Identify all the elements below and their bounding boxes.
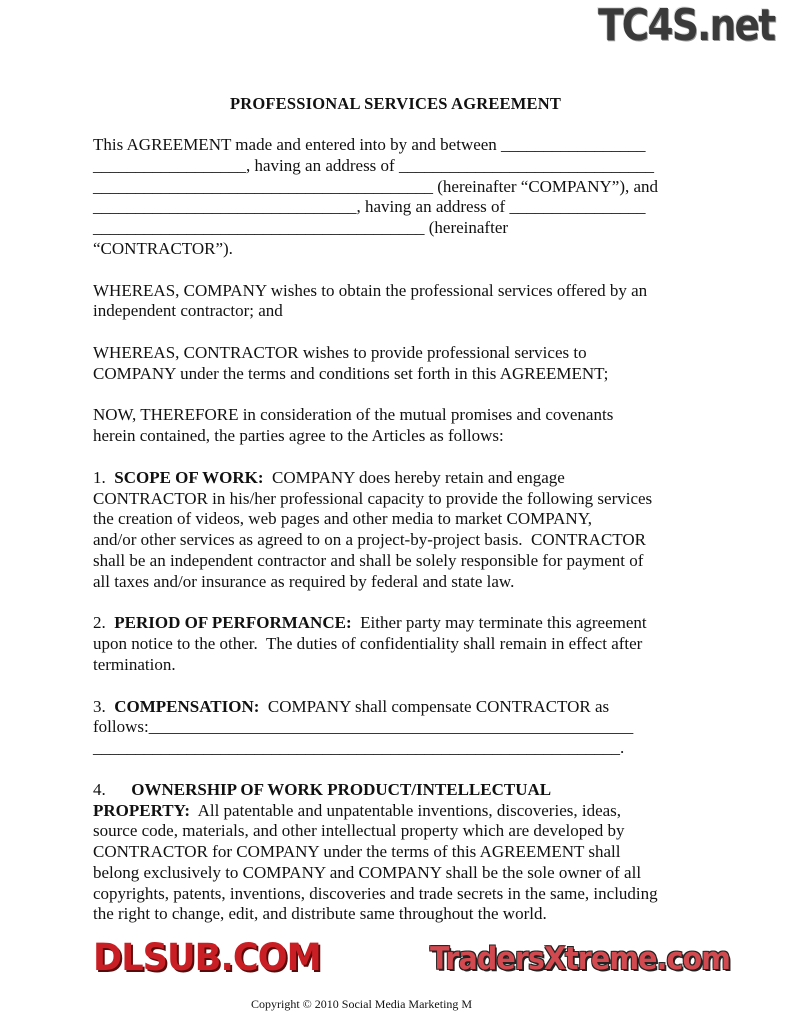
paragraph (93, 613, 713, 675)
line-text: belong exclusively to COMPANY and COMPANY shall be the sole owner of all (93, 862, 642, 882)
paragraph-gap (93, 260, 713, 281)
section-number: 4. (93, 779, 132, 799)
text-line (93, 863, 713, 884)
paragraph-gap (93, 759, 713, 780)
line-text: CONTRACTOR for COMPANY under the terms of this AGREEMENT shall (93, 842, 621, 862)
text-line (93, 135, 713, 156)
paragraph (93, 135, 713, 260)
text-line (93, 884, 713, 905)
bold-heading: PROPERTY: (93, 800, 191, 820)
line-text: the right to change, edit, and distribute same throughout the world. (93, 904, 547, 924)
text-line (93, 717, 713, 738)
line-text: COMPANY does hereby retain and engage (263, 467, 565, 487)
line-text: _______________________________________ (hereinafter (93, 218, 509, 238)
line-text: All patentable and unpatentable inventions, discoveries, ideas, (190, 800, 622, 820)
text-line (93, 343, 713, 364)
text-line (93, 904, 713, 925)
text-line (93, 405, 713, 426)
text-line (93, 218, 713, 239)
line-text: WHEREAS, COMPANY wishes to obtain the professional services offered by an (93, 280, 648, 300)
text-line (93, 301, 713, 322)
paragraph (93, 468, 713, 593)
text-line (93, 489, 713, 510)
section-number: 1. (93, 467, 115, 487)
line-text: independent contractor; and (93, 301, 283, 321)
bold-heading: OWNERSHIP OF WORK PRODUCT/INTELLECTUAL (131, 779, 552, 799)
line-text: source code, materials, and other intellectual property which are developed by (93, 821, 625, 841)
line-text: termination. (93, 654, 176, 674)
text-line (93, 197, 713, 218)
text-line (93, 551, 713, 572)
text-line (93, 364, 713, 385)
section-number: 2. (93, 613, 115, 633)
paragraph-gap (93, 322, 713, 343)
line-text: follows:_________________________________________________________ (93, 717, 634, 737)
text-line (93, 738, 713, 759)
copyright-footer: Copyright © 2010 Social Media Marketing M (251, 997, 473, 1011)
tradersxtreme-watermark-logo: TradersXtreme.com (430, 941, 730, 977)
text-line (93, 239, 713, 260)
line-text: herein contained, the parties agree to the Articles as follows: (93, 426, 504, 446)
line-text: shall be an independent contractor and shall be solely responsible for payment of (93, 550, 644, 570)
text-line (93, 468, 713, 489)
text-line (93, 530, 713, 551)
bold-heading: PERIOD OF PERFORMANCE: (114, 613, 352, 633)
text-line (93, 655, 713, 676)
text-line (93, 697, 713, 718)
text-line (93, 156, 713, 177)
line-text: CONTRACTOR in his/her professional capacity to provide the following services (93, 488, 653, 508)
text-line (93, 613, 713, 634)
line-text: ______________________________________________________________. (93, 738, 625, 758)
line-text: upon notice to the other. The duties of confidentiality shall remain in effect after (93, 634, 643, 654)
text-line (93, 821, 713, 842)
paragraph (93, 405, 713, 447)
line-text: and/or other services as agreed to on a project-by-project basis. CONTRACTOR (93, 530, 646, 550)
line-text: NOW, THEREFORE in consideration of the mutual promises and covenants (93, 405, 614, 425)
line-text: ________________________________________ (hereinafter “COMPANY”), and (93, 176, 659, 196)
text-line (93, 572, 713, 593)
line-text: This AGREEMENT made and entered into by and between _________________ (93, 135, 646, 154)
bold-heading: COMPENSATION: (114, 696, 260, 716)
paragraph-gap (93, 447, 713, 468)
line-text: the creation of videos, web pages and other media to market COMPANY, (93, 509, 593, 529)
paragraph-gap (93, 676, 713, 697)
paragraph (93, 343, 713, 385)
line-text: all taxes and/or insurance as required by federal and state law. (93, 571, 515, 591)
text-line (93, 780, 713, 801)
line-text: COMPANY under the terms and conditions set forth in this AGREEMENT; (93, 363, 609, 383)
dlsub-watermark-logo: DLSUB.COM (93, 936, 321, 979)
paragraph (93, 780, 713, 926)
line-text: Either party may terminate this agreement (351, 613, 647, 633)
text-line (93, 177, 713, 198)
tc4s-watermark-logo: TC4S.net (598, 0, 775, 51)
text-line (93, 842, 713, 863)
line-text: _______________________________, having an address of ________________ (93, 197, 646, 217)
line-text: WHEREAS, CONTRACTOR wishes to provide professional services to (93, 342, 587, 362)
text-line (93, 634, 713, 655)
document-body (93, 135, 713, 925)
line-text: “CONTRACTOR”). (93, 238, 233, 258)
line-text: COMPANY shall compensate CONTRACTOR as (259, 696, 610, 716)
paragraph-gap (93, 593, 713, 614)
text-line (93, 281, 713, 302)
paragraph-gap (93, 385, 713, 406)
paragraph (93, 281, 713, 323)
document-title: PROFESSIONAL SERVICES AGREEMENT (229, 94, 562, 113)
text-line (93, 801, 713, 822)
bold-heading: SCOPE OF WORK: (114, 467, 264, 487)
text-line (93, 426, 713, 447)
text-line (93, 509, 713, 530)
line-text: copyrights, patents, inventions, discoveries and trade secrets in the same, including (93, 883, 658, 903)
paragraph (93, 697, 713, 759)
section-number: 3. (93, 696, 115, 716)
line-text: __________________, having an address of ______________________________ (93, 155, 654, 175)
